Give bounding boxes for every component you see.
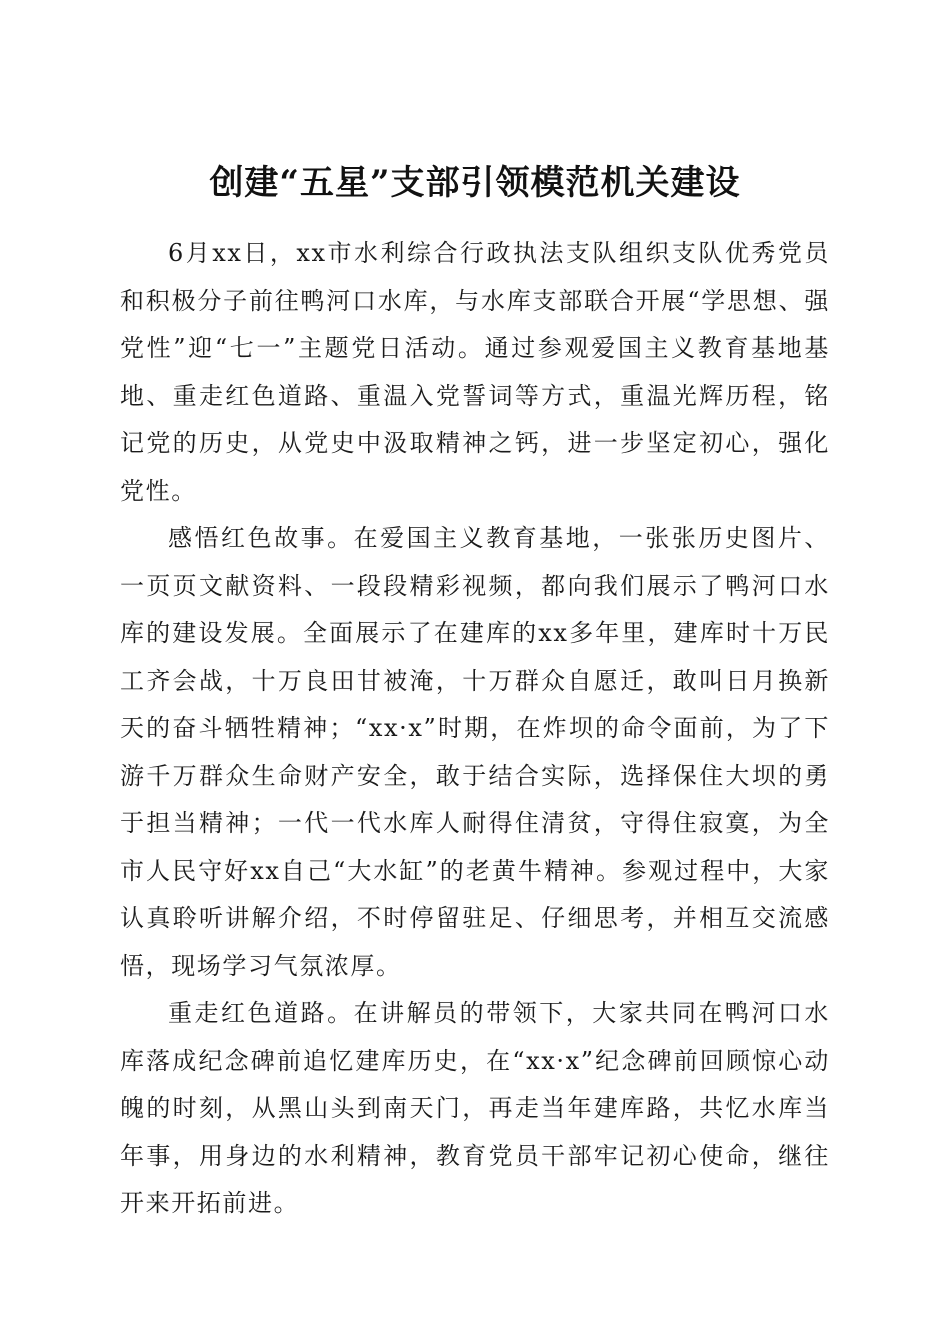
paragraph-red-road: 重走红色道路。在讲解员的带领下，大家共同在鸭河口水库落成纪念碑前追忆建库历史，在“xx·x”纪念碑前回顾惊心动魄的时刻，从黑山头到南天门，再走当年建库路，共忆水库当年事，用身边的水利精神，教育党员干部牢记初心使命，继往开来开拓前进。 (120, 999, 830, 1217)
document-title: 创建“五星”支部引领模范机关建设 (209, 162, 741, 203)
document-body (120, 230, 830, 1228)
paragraph-intro: 6月xx日，xx市水利综合行政执法支队组织支队优秀党员和积极分子前往鸭河口水库，与水库支部联合开展“学思想、强党性”迎“七一”主题党日活动。通过参观爱国主义教育基地基地、重走红色道路、重温入党誓词等方式，重温光辉历程，铭记党的历史，从党史中汲取精神之钙，进一步坚定初心，强化党性。 (120, 239, 830, 505)
paragraph-red-stories: 感悟红色故事。在爱国主义教育基地，一张张历史图片、一页页文献资料、一段段精彩视频，都向我们展示了鸭河口水库的建设发展。全面展示了在建库的xx多年里，建库时十万民工齐会战，十万良田甘被淹，十万群众自愿迁，敢叫日月换新天的奋斗牺牲精神；“xx·x”时期，在炸坝的命令面前，为了下游千万群众生命财产安全，敢于结合实际，选择保住大坝的勇于担当精神；一代一代水库人耐得住清贫，守得住寂寞，为全市人民守好xx自己“大水缸”的老黄牛精神。参观过程中，大家认真聆听讲解介绍，不时停留驻足、仔细思考，并相互交流感悟，现场学习气氛浓厚。 (120, 524, 830, 980)
